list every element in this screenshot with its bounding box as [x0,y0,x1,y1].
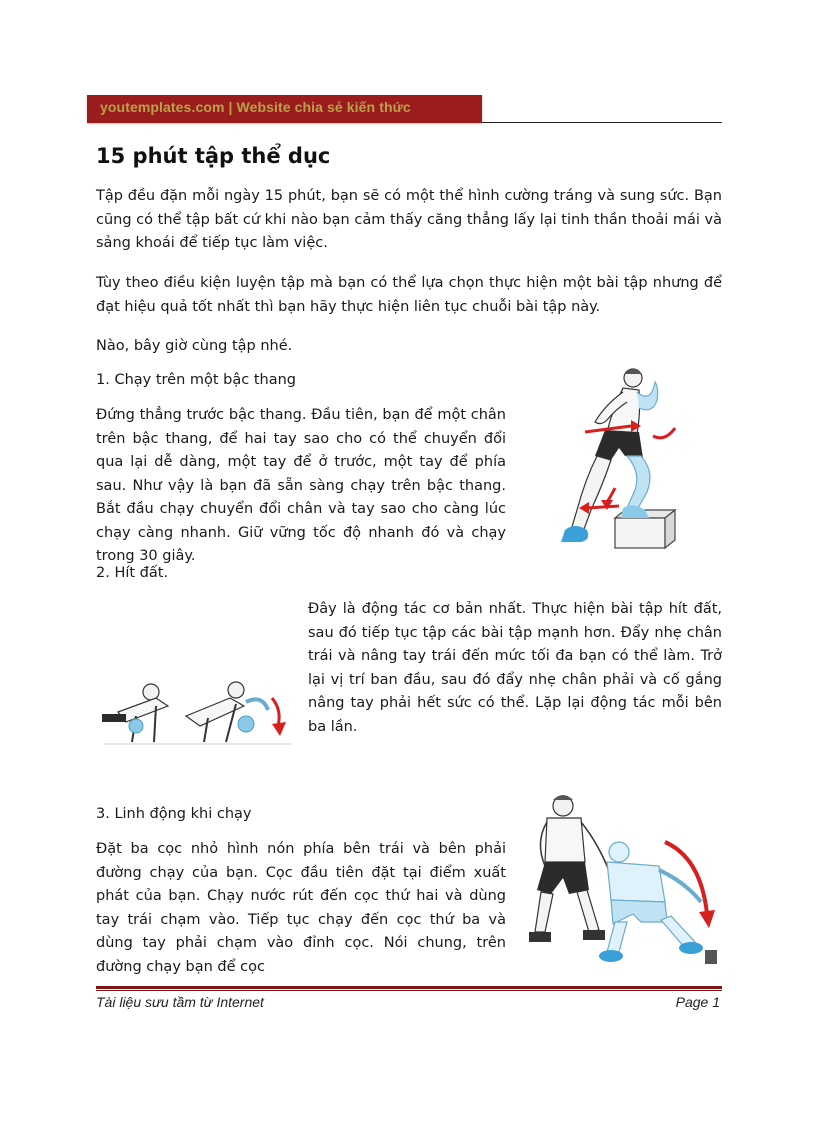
header-site-title[interactable]: youtemplates.com | Website chia sẻ kiến thức [100,99,411,115]
intro-paragraph-3: Nào, bây giờ cùng tập nhé. [96,338,293,354]
step3-heading: 3. Linh động khi chạy [96,806,252,822]
step1-heading: 1. Chạy trên một bậc thang [96,372,296,388]
step3-paragraph: Đặt ba cọc nhỏ hình nón phía bên trái và bên phải đường chạy của bạn. Cọc đầu tiên đặt tại điểm xuất phát của bạn. Chạy nước rút đến cọc thứ hai và dùng tay trái chạm vào. Tiếp tục chạy đến cọc thứ ba và dùng tay phải chạm vào đỉnh cọc. Nói chung, trên đường chạy bạn để cọc [96,841,506,975]
step-pushup-illustration [96,602,296,800]
page-number: Page 1 [675,994,720,1010]
intro-paragraph-2: Tùy theo điều kiện luyện tập mà bạn có thể lựa chọn thực hiện một bài tập nhưng để đạt hiệu quả tốt nhất thì bạn hãy thực hiện liên tục chuỗi bài tập này. [96,275,722,315]
header-rule [482,122,722,123]
step2-heading: 2. Hít đất. [96,565,169,581]
step1-paragraph: Đứng thẳng trước bậc thang. Đầu tiên, bạn để một chân trên bậc thang, để hai tay sao cho có thể chuyển đổi qua lại dễ dàng, một tay để ở trước, một tay để phía sau. Như vậy là bạn đã sẵn sàng chạy trên bậc thang. Bắt đầu chạy chuyển đổi chân và tay sao cho càng lúc chạy càng nhanh. Giữ vững tốc độ nhanh đó và chạy trong 30 giây. [96,407,506,564]
footer-source-note: Tài liệu sưu tầm từ Internet [96,994,264,1010]
step-agility-illustration [515,782,720,974]
agility-figure-icon [515,782,720,974]
pushup-figure-icon [96,602,296,800]
page-title: 15 phút tập thể dục [96,144,331,168]
running-figure-icon [515,360,720,555]
intro-paragraph-1: Tập đều đặn mỗi ngày 15 phút, bạn sẽ có một thể hình cường tráng và sung sức. Bạn cũng có thể tập bất cứ khi nào bạn cảm thấy căng thẳng lấy lại tinh thần thoải mái và sảng khoái để tiếp tục làm việc. [96,188,722,251]
step-running-illustration [515,360,720,555]
footer-rule-thin [96,990,722,991]
footer-rule-thick [96,986,722,989]
step2-paragraph: Đây là động tác cơ bản nhất. Thực hiện bài tập hít đất, sau đó tiếp tục tập các bài tập mạnh hơn. Đẩy nhẹ chân trái và nâng tay trái đến mức tối đa bạn có thể làm. Trở lại vị trí ban đầu, sau đó đẩy nhẹ chân phải và cố gắng nâng tay phải hết sức có thể. Lặp lại động tác mỗi bên ba lần. [308,601,722,735]
